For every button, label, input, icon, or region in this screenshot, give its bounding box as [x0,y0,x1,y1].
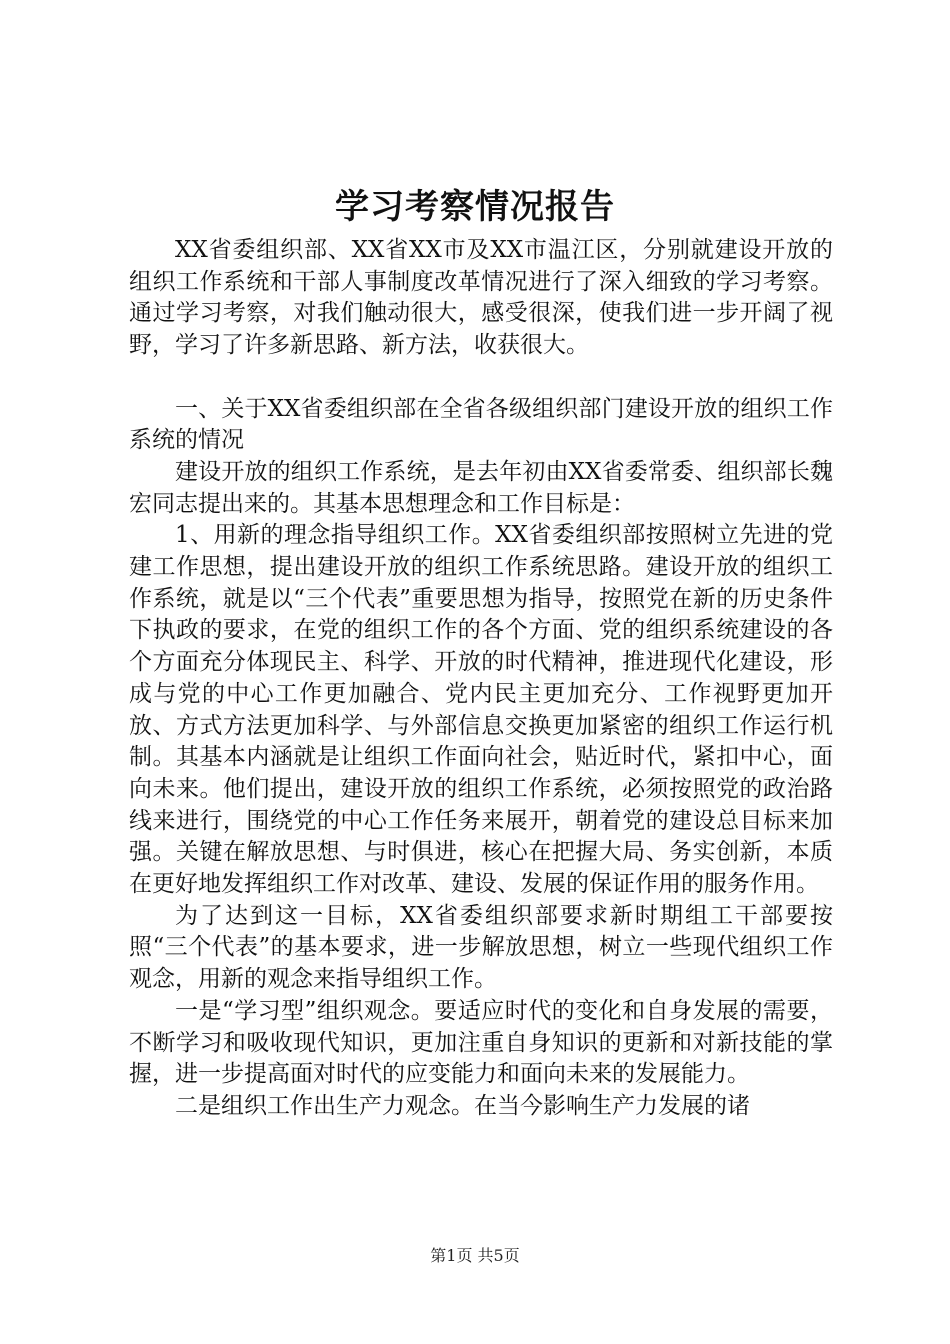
page-footer: 第1页 共5页 [430,1246,520,1265]
document-title: 学习考察情况报告 [335,187,615,227]
paragraph-spacer [129,362,833,394]
paragraph-background: 建设开放的组织工作系统，是去年初由XX省委常委、组织部长魏宏同志提出来的。其基本思想理念和工作目标是： [129,458,833,517]
paragraph-intro: XX省委组织部、XX省XX市及XX市温江区，分别就建设开放的组织工作系统和干部人事制度改革情况进行了深入细致的学习考察。通过学习考察，对我们触动很大，感受很深，使我们进一步开阔了视野，学习了许多新思路、新方法，收获很大。 [129,237,833,359]
paragraph-concept-1: 一是“学习型”组织观念。要适应时代的变化和自身发展的需要，不断学习和吸收现代知识，更加注重自身知识的更新和对新技能的掌握，进一步提高面对时代的应变能力和面向未来的发展能力。 [129,997,833,1088]
paragraph-point-1: 1、用新的理念指导组织工作。XX省委组织部按照树立先进的党建工作思想，提出建设开放的组织工作系统思路。建设开放的组织工作系统，就是以“三个代表”重要思想为指导，按照党在新的历史条件下执政的要求，在党的组织工作的各个方面、党的组织系统建设的各个方面充分体现民主、科学、开放的时代精神，推进现代化建设，形成与党的中心工作更加融合、党内民主更加充分、工作视野更加开放、方式方法更加科学、与外部信息交换更加紧密的组织工作运行机制。其基本内涵就是让组织工作面向社会，贴近时代，紧扣中心，面向未来。他们提出，建设开放的组织工作系统，必须按照党的政治路线来进行，围绕党的中心工作任务来展开，朝着党的建设总目标来加强。关键在解放思想、与时俱进，核心在把握大局、务实创新，本质在更好地发挥组织工作对改革、建设、发展的保证作用的服务作用。 [129,522,833,898]
paragraph-concept-2: 二是组织工作出生产力观念。在当今影响生产力发展的诸 [175,1092,750,1119]
document-body [129,235,833,1123]
paragraph-goal: 为了达到这一目标，XX省委组织部要求新时期组工干部要按照“三个代表”的基本要求，进一步解放思想，树立一些现代组织工作观念，用新的观念来指导组织工作。 [129,902,833,993]
section-heading-1: 一、关于XX省委组织部在全省各级组织部门建设开放的组织工作系统的情况 [129,395,833,454]
